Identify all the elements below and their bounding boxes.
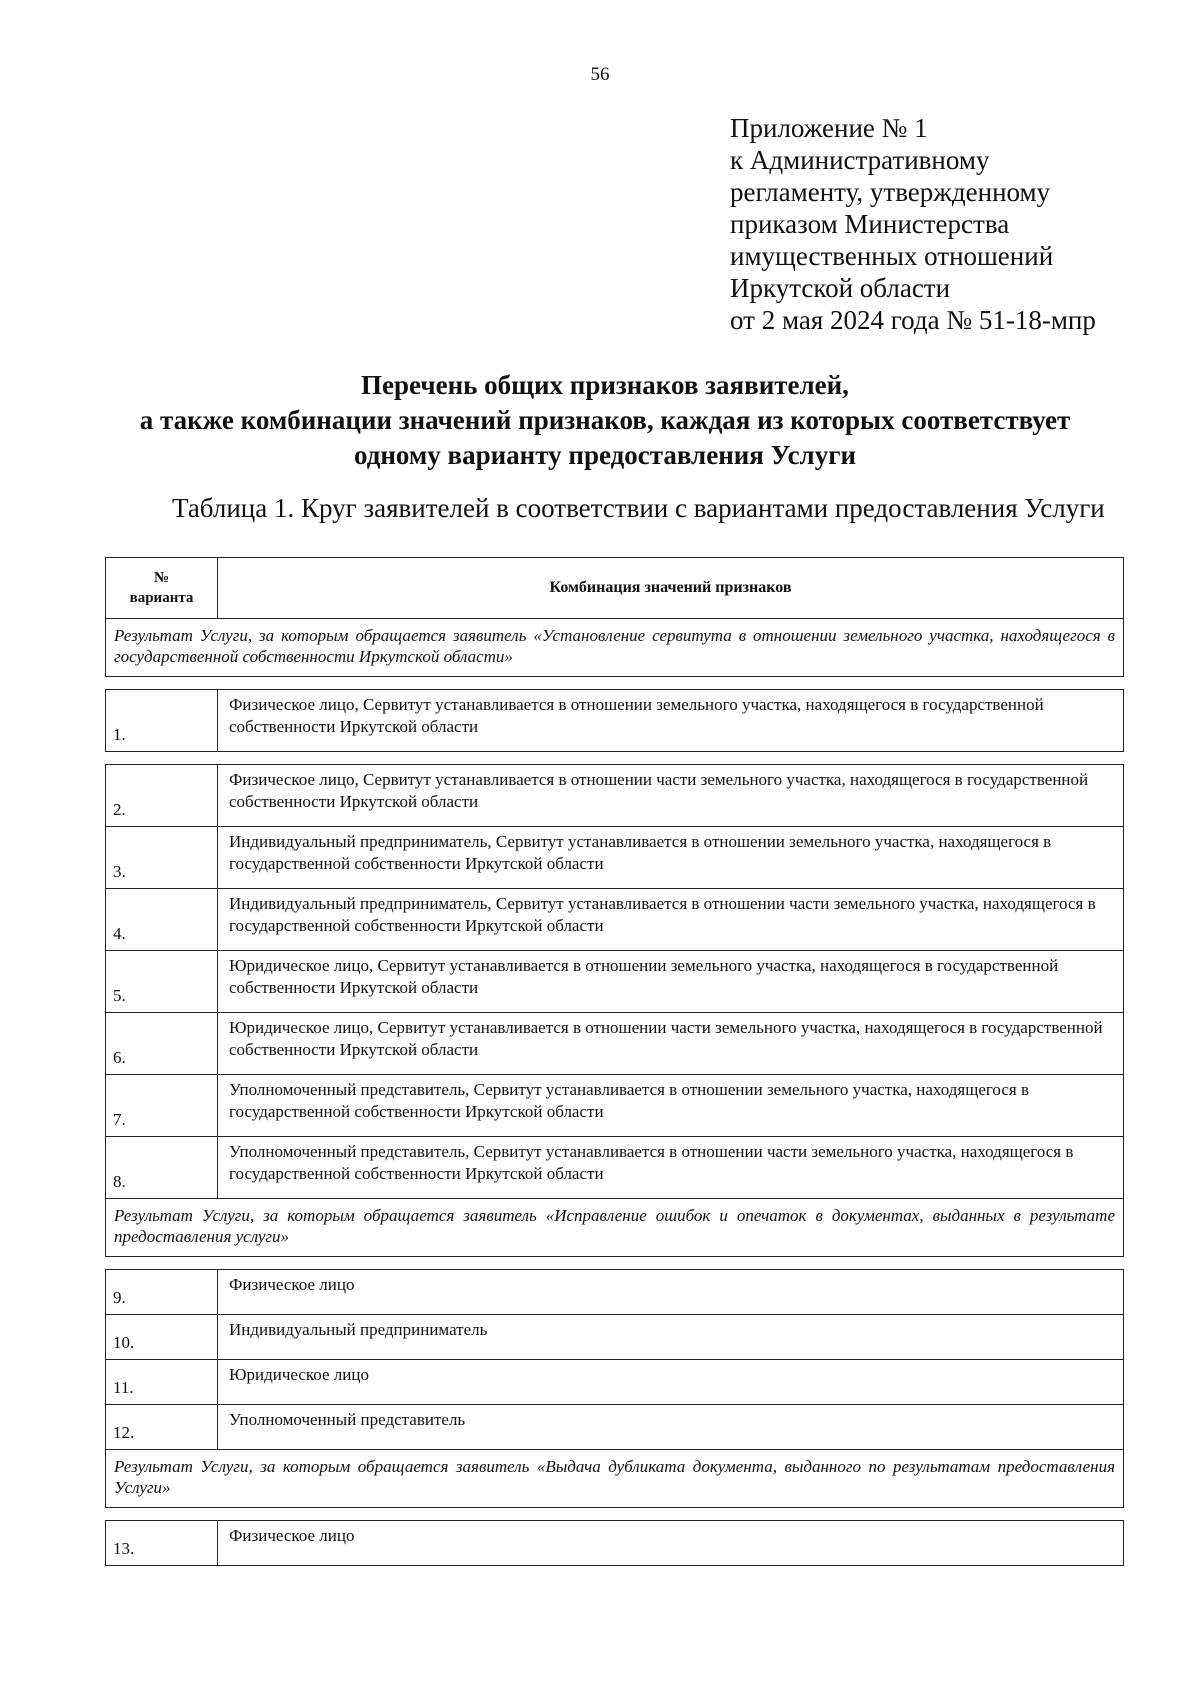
appendix-line: регламенту, утвержденному (730, 177, 1051, 207)
variant-number: 1. (106, 690, 218, 752)
variant-description: Физическое лицо (218, 1521, 1124, 1566)
variant-description: Физическое лицо, Сервитут устанавливается в отношении части земельного участка, находящегося в государственной собственности Иркутской области (218, 765, 1124, 827)
group-row (106, 619, 1124, 677)
document-heading (100, 368, 1110, 473)
variant-description: Индивидуальный предприниматель, Сервитут устанавливается в отношении земельного участка, находящегося в государственной собственности Иркутской области (218, 827, 1124, 889)
variant-description: Физическое лицо (218, 1270, 1124, 1315)
variant-number: 11. (106, 1360, 218, 1405)
variant-description: Индивидуальный предприниматель, Сервитут устанавливается в отношении части земельного участка, находящегося в государственной собственности Иркутской области (218, 889, 1124, 951)
variant-description: Юридическое лицо, Сервитут устанавливается в отношении земельного участка, находящегося в государственной собственности Иркутской области (218, 951, 1124, 1013)
table-row (106, 690, 1124, 752)
table-row (106, 889, 1124, 951)
variant-description: Уполномоченный представитель, Сервитут устанавливается в отношении земельного участка, находящегося в государственной собственности Иркутской области (218, 1075, 1124, 1137)
table-row (106, 1405, 1124, 1450)
variant-number: 5. (106, 951, 218, 1013)
variant-number: 8. (106, 1137, 218, 1199)
table-row (106, 765, 1124, 827)
group-title: Результат Услуги, за которым обращается заявитель «Установление сервитута в отношении земельного участка, находящегося в государственной собственности Иркутской области» (106, 619, 1124, 677)
group-row (106, 1450, 1124, 1508)
row-spacer (106, 752, 1124, 765)
variant-description: Уполномоченный представитель (218, 1405, 1124, 1450)
variant-number: 6. (106, 1013, 218, 1075)
variant-number: 13. (106, 1521, 218, 1566)
group-spacer (106, 1508, 1124, 1521)
table-row (106, 951, 1124, 1013)
variant-number: 9. (106, 1270, 218, 1315)
header-variant-number (106, 558, 218, 619)
variant-description: Юридическое лицо, Сервитут устанавливается в отношении части земельного участка, находящегося в государственной собственности Иркутской области (218, 1013, 1124, 1075)
heading-line: Перечень общих признаков заявителей, (361, 370, 849, 400)
group-title: Результат Услуги, за которым обращается заявитель «Выдача дубликата документа, выданного по результатам предоставления Услуги» (106, 1450, 1124, 1508)
table-caption: Таблица 1. Круг заявителей в соответствии с вариантами предоставления Услуги (172, 493, 1105, 523)
appendix-block (730, 112, 1096, 336)
header-combination: Комбинация значений признаков (218, 558, 1124, 619)
variant-description: Юридическое лицо (218, 1360, 1124, 1405)
table-row (106, 1521, 1124, 1566)
page-number: 56 (590, 64, 610, 85)
appendix-line: Приложение № 1 (730, 113, 928, 143)
group-row (106, 1199, 1124, 1257)
group-spacer (106, 677, 1124, 690)
table-row (106, 827, 1124, 889)
header-num-symbol: № (153, 570, 170, 586)
appendix-line: Иркутской области (730, 273, 951, 303)
table-header-row (106, 558, 1124, 619)
variant-number: 12. (106, 1405, 218, 1450)
table-row (106, 1315, 1124, 1360)
variant-description: Физическое лицо, Сервитут устанавливается в отношении земельного участка, находящегося в государственной собственности Иркутской области (218, 690, 1124, 752)
header-num-label: варианта (129, 590, 194, 606)
table-row (106, 1270, 1124, 1315)
heading-line: а также комбинации значений признаков, каждая из которых соответствует (139, 405, 1071, 435)
table-row (106, 1075, 1124, 1137)
table-row (106, 1137, 1124, 1199)
table-row (106, 1013, 1124, 1075)
variant-number: 7. (106, 1075, 218, 1137)
table-row (106, 1360, 1124, 1405)
appendix-line: к Административному (730, 145, 990, 175)
heading-line: одному варианту предоставления Услуги (353, 440, 857, 470)
group-spacer (106, 1257, 1124, 1270)
variant-number: 3. (106, 827, 218, 889)
variant-number: 10. (106, 1315, 218, 1360)
variant-number: 4. (106, 889, 218, 951)
variants-table (105, 557, 1124, 1566)
appendix-line: от 2 мая 2024 года № 51-18-мпр (730, 305, 1096, 335)
variant-description: Уполномоченный представитель, Сервитут устанавливается в отношении части земельного участка, находящегося в государственной собственности Иркутской области (218, 1137, 1124, 1199)
appendix-line: имущественных отношений (730, 241, 1054, 271)
variant-number: 2. (106, 765, 218, 827)
variant-description: Индивидуальный предприниматель (218, 1315, 1124, 1360)
appendix-line: приказом Министерства (730, 209, 1010, 239)
group-title: Результат Услуги, за которым обращается заявитель «Исправление ошибок и опечаток в документах, выданных в результате предоставления услуги» (106, 1199, 1124, 1257)
